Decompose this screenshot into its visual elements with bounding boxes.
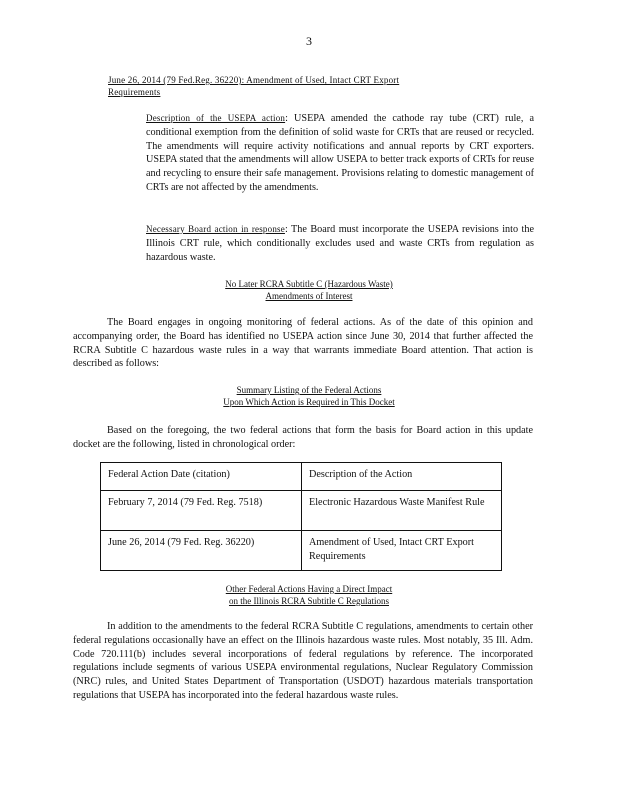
- section-heading-no-later-amendments: [0, 278, 618, 302]
- description-label: Description of the USEPA action: [146, 113, 286, 123]
- table-row: [101, 491, 502, 531]
- centered-heading-line: Upon Which Action is Required in This Docket: [223, 397, 395, 407]
- usepa-action-description: [146, 112, 534, 195]
- centered-heading-line: Amendments of Interest: [265, 291, 353, 301]
- response-text: : The Board must incorporate the USEPA revisions into the Illinois CRT rule, which conditionally excludes used and waste CRTs from regulation as hazardous waste.: [146, 224, 534, 263]
- monitoring-paragraph: The Board engages in ongoing monitoring of federal actions. As of the date of this opinion and accompanying order, the Board has identified no USEPA action since June 30, 2014 that further affected the RCRA Subtitle C hazardous waste rules in a way that warrants immediate Board attention. That action is described as follows:: [73, 317, 533, 370]
- table-cell: Electronic Hazardous Waste Manifest Rule: [302, 491, 502, 531]
- centered-heading-line: No Later RCRA Subtitle C (Hazardous Waste): [225, 279, 393, 289]
- centered-heading-line: on the Illinois RCRA Subtitle C Regulations: [228, 596, 389, 606]
- table-cell: February 7, 2014 (79 Fed. Reg. 7518): [101, 491, 302, 531]
- table-header-cell: Description of the Action: [302, 463, 502, 491]
- federal-actions-table: [100, 462, 502, 571]
- foregoing-paragraph: Based on the foregoing, the two federal actions that form the basis for Board action in this update docket are the following, listed in chronological order:: [73, 425, 533, 450]
- table-row: [101, 531, 502, 571]
- table-cell: Amendment of Used, Intact CRT Export Requirements: [302, 531, 502, 571]
- section-heading-line: Requirements: [108, 87, 161, 97]
- centered-heading-line: Other Federal Actions Having a Direct Impact: [225, 584, 393, 594]
- response-label: Necessary Board action in response: [146, 224, 285, 234]
- centered-heading-line: Summary Listing of the Federal Actions: [236, 385, 382, 395]
- board-action-response: [146, 223, 534, 264]
- section-heading-line: June 26, 2014 (79 Fed.Reg. 36220): Amendment of Used, Intact CRT Export: [108, 75, 400, 85]
- section-heading-other-federal-actions: [0, 583, 618, 607]
- section-heading-summary-listing: [0, 384, 618, 408]
- description-text: : USEPA amended the cathode ray tube (CRT) rule, a conditional exemption from the definition of solid waste for CRTs that are reused or recycled. The amendments will require activity notifications and annual reports by CRT exporters. USEPA stated that the amendments will allow USEPA to better track exports of CRTs for reuse and recycling to ensure their safe management. Provisions relating to domestic management of CRTs are not affected by the amendments.: [146, 113, 535, 193]
- section-heading-crt: [108, 75, 508, 97]
- table-cell: June 26, 2014 (79 Fed. Reg. 36220): [101, 531, 302, 571]
- other-regulations-paragraph: In addition to the amendments to the federal RCRA Subtitle C regulations, amendments to certain other federal regulations occasionally have an effect on the Illinois hazardous waste rules. Most notably, 35 Ill. Adm. Code 720.111(b) includes several incorporations of federal regulations by reference. The incorporated regulations include segments of various USEPA environmental regulations, Nuclear Regulatory Commission (NRC) rules, and United States Department of Transportation (USDOT) hazardous materials transportation regulations that USEPA has incorporated into the federal hazardous waste rules.: [73, 621, 533, 701]
- table-header-cell: Federal Action Date (citation): [101, 463, 302, 491]
- table-header-row: [101, 463, 502, 491]
- page-number: 3: [306, 34, 312, 48]
